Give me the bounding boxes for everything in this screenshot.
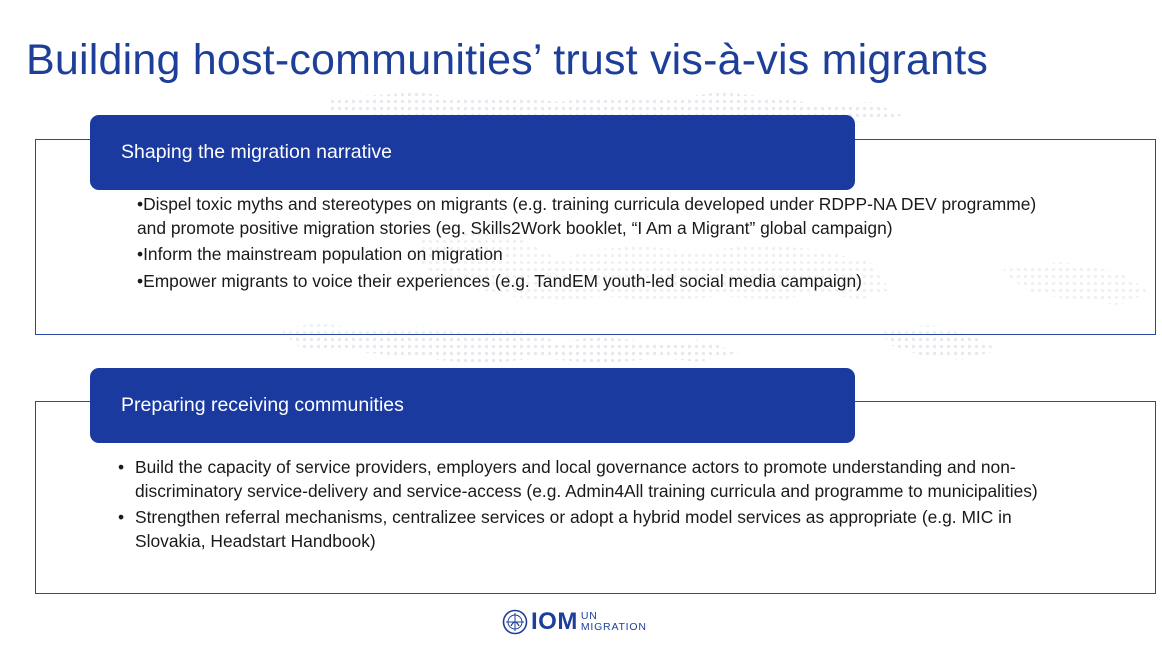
bullet-list-receiving (118, 456, 1053, 556)
bullet-list-narrative (137, 193, 1057, 296)
iom-logo (502, 609, 647, 635)
logo-line-un: UN (580, 610, 598, 622)
bullet-item: • Build the capacity of service providers, employers and local governance actors to promote understanding and non-discriminatory service-delivery and service-access (e.g. Admin4All training curricula and programme to municipalities) (118, 456, 1053, 503)
section-heading-receiving: Preparing receiving communities (90, 368, 855, 443)
section-heading-narrative: Shaping the migration narrative (90, 115, 855, 190)
bullet-item: • Inform the mainstream population on migration (137, 243, 1057, 267)
logo-name: IOM (531, 608, 578, 635)
logo-subtitle (581, 611, 647, 633)
un-emblem-icon (502, 609, 528, 635)
bullet-item: • Empower migrants to voice their experiences (e.g. TandEM youth-led social media campaign) (137, 270, 1057, 294)
bullet-item: • Strengthen referral mechanisms, centralizee services or adopt a hybrid model services as appropriate (e.g. MIC in Slovakia, Headstart Handbook) (118, 506, 1053, 553)
bullet-item: • Dispel toxic myths and stereotypes on migrants (e.g. training curricula developed under RDPP-NA DEV programme) and promote positive migration stories (eg. Skills2Work booklet, “I Am a Migrant” global campaign) (137, 193, 1057, 240)
logo-line-migration: MIGRATION (580, 621, 647, 633)
slide-title: Building host-communities’ trust vis-à-vis migrants (26, 36, 989, 84)
